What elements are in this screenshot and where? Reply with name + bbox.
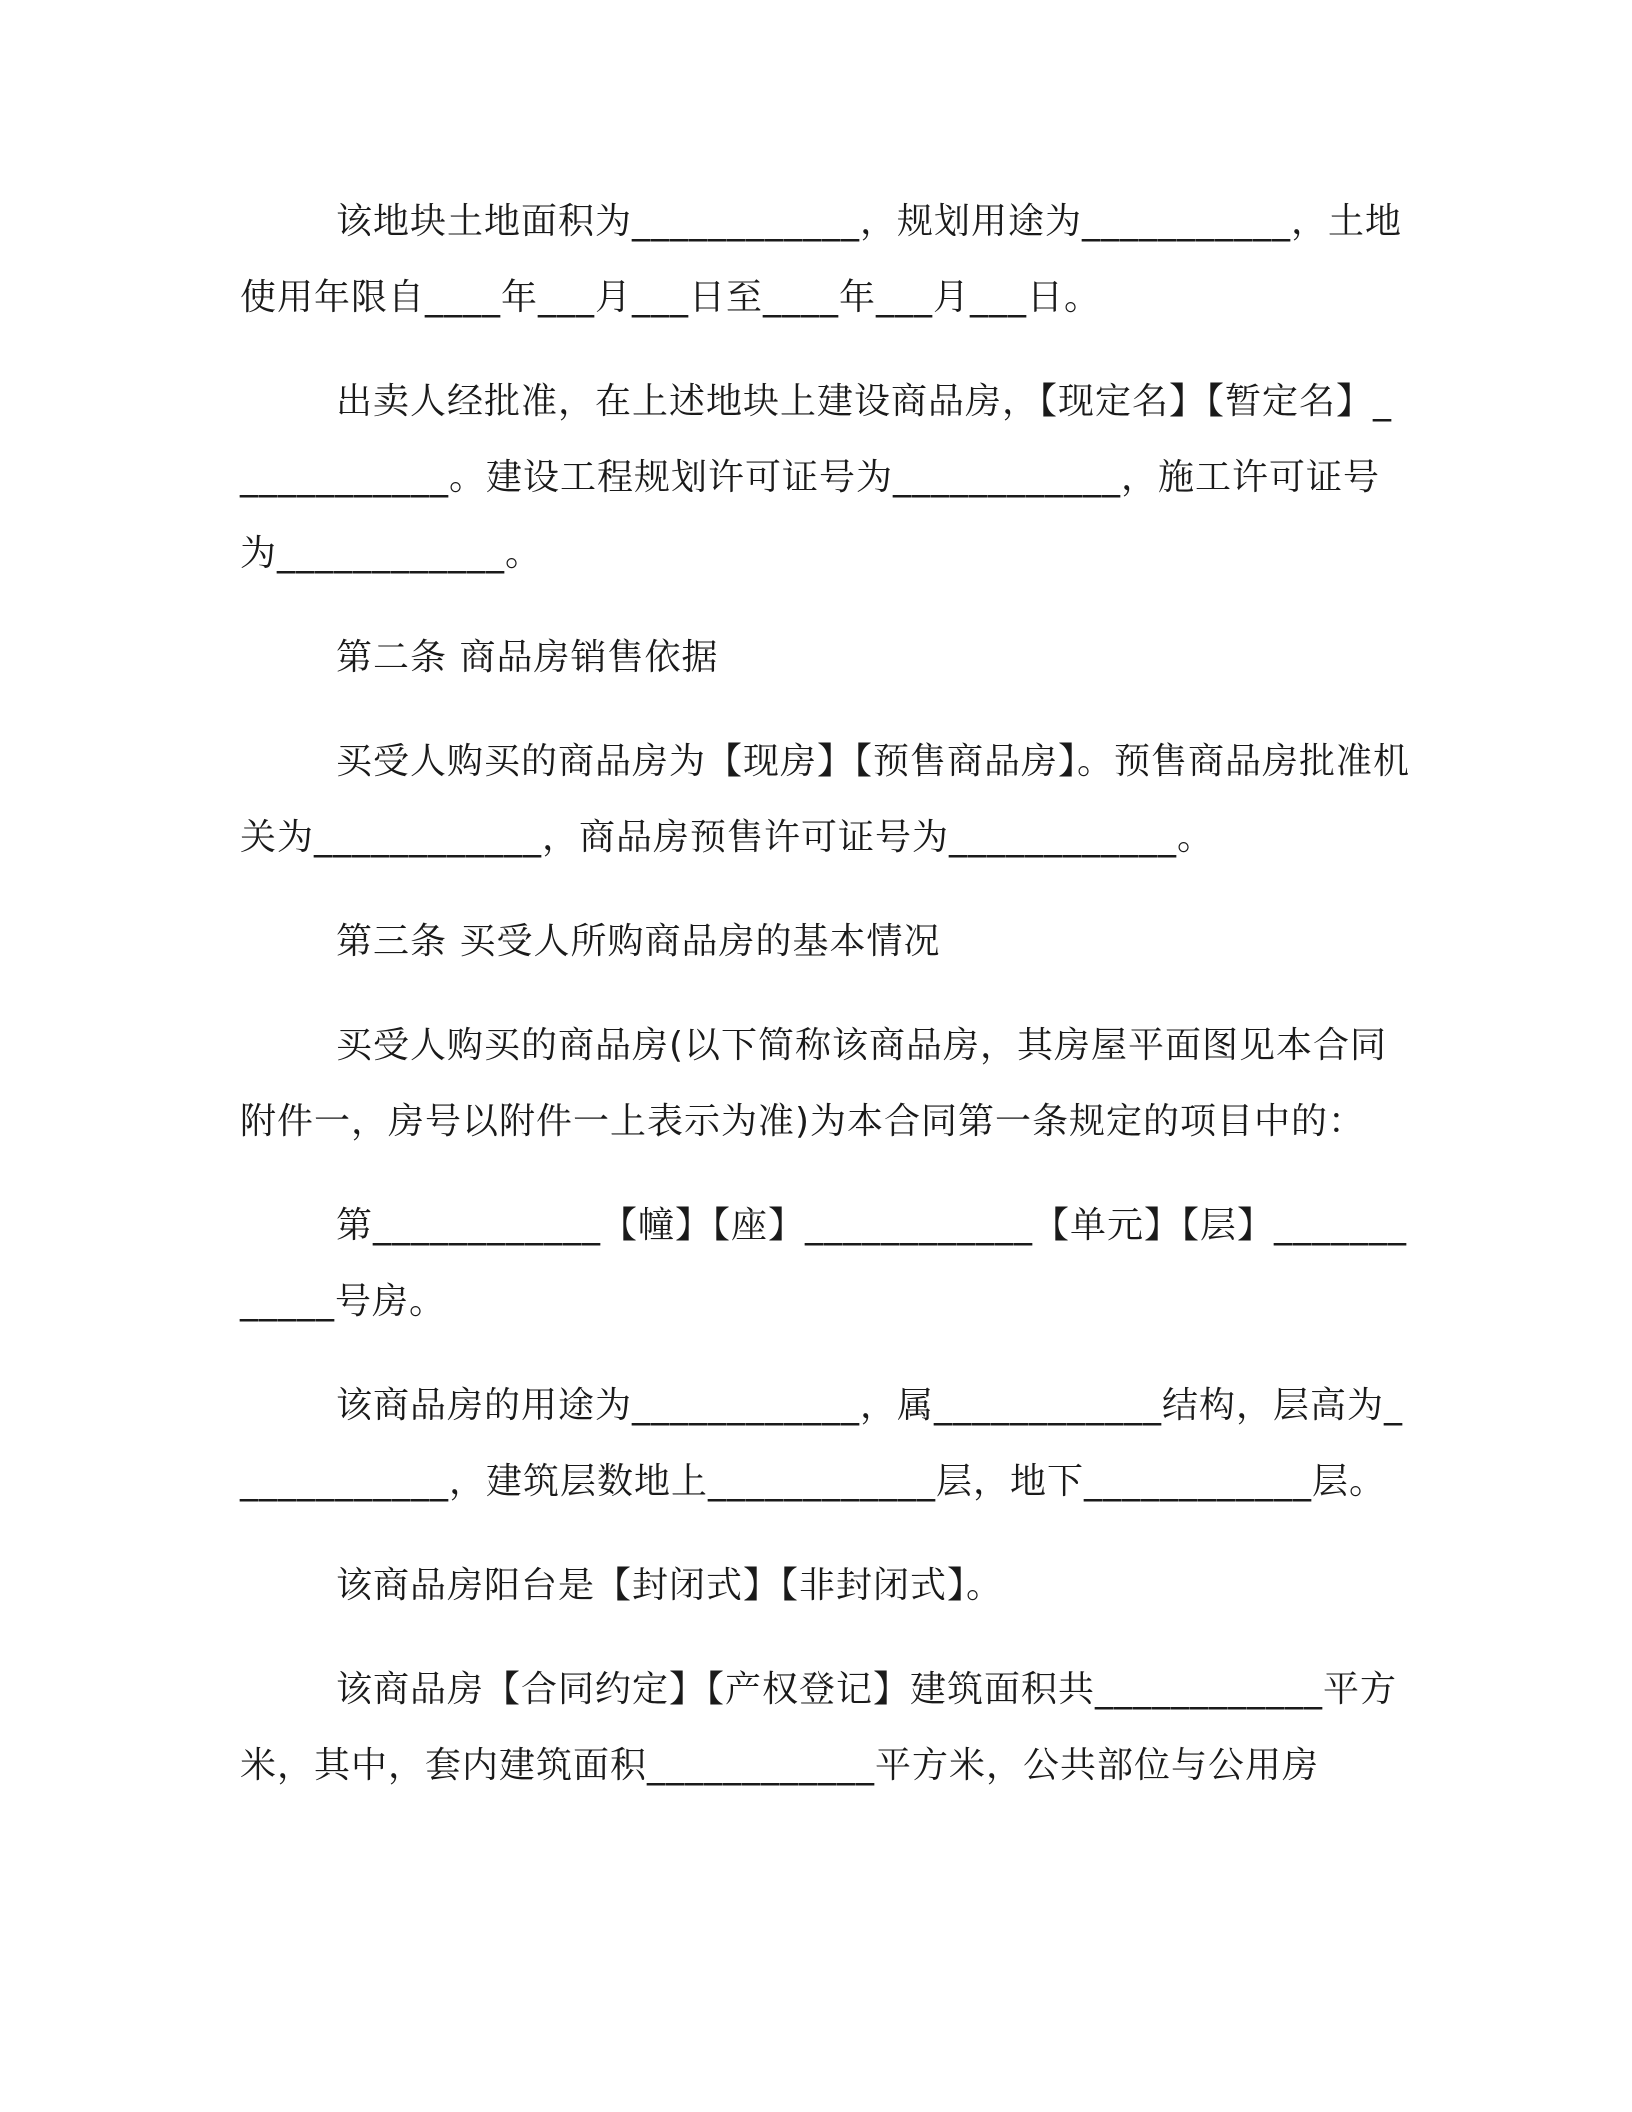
paragraph-usage-structure: 该商品房的用途为____________，属____________结构，层高为____________，建筑层数地上____________层，地下____________层。 <box>240 1385 1404 1502</box>
document-page <box>240 184 1410 1804</box>
article-2-heading: 第二条 商品房销售依据 <box>336 637 719 678</box>
paragraph-room-number: 第____________【幢】【座】____________【单元】【层】____________号房。 <box>240 1205 1408 1322</box>
paragraph-project-name: 出卖人经批准，在上述地块上建设商品房，【现定名】【暂定名】____________。建设工程规划许可证号为____________，施工许可证号为____________。 <box>240 381 1393 574</box>
paragraph-floor-area: 该商品房【合同约定】【产权登记】建筑面积共____________平方米，其中，套内建筑面积____________平方米，公共部位与公用房 <box>240 1669 1398 1786</box>
paragraph-house-description: 买受人购买的商品房(以下简称该商品房，其房屋平面图见本合同附件一，房号以附件一上表示为准)为本合同第一条规定的项目中的： <box>240 1025 1388 1142</box>
paragraph-sale-basis: 买受人购买的商品房为【现房】【预售商品房】。预售商品房批准机关为____________，商品房预售许可证号为____________。 <box>240 741 1411 858</box>
paragraph-land-area: 该地块土地面积为____________，规划用途为___________，土地使用年限自____年___月___日至____年___月___日。 <box>240 201 1403 318</box>
paragraph-balcony: 该商品房阳台是【封闭式】【非封闭式】。 <box>336 1565 1004 1606</box>
article-3-heading: 第三条 买受人所购商品房的基本情况 <box>336 921 941 962</box>
